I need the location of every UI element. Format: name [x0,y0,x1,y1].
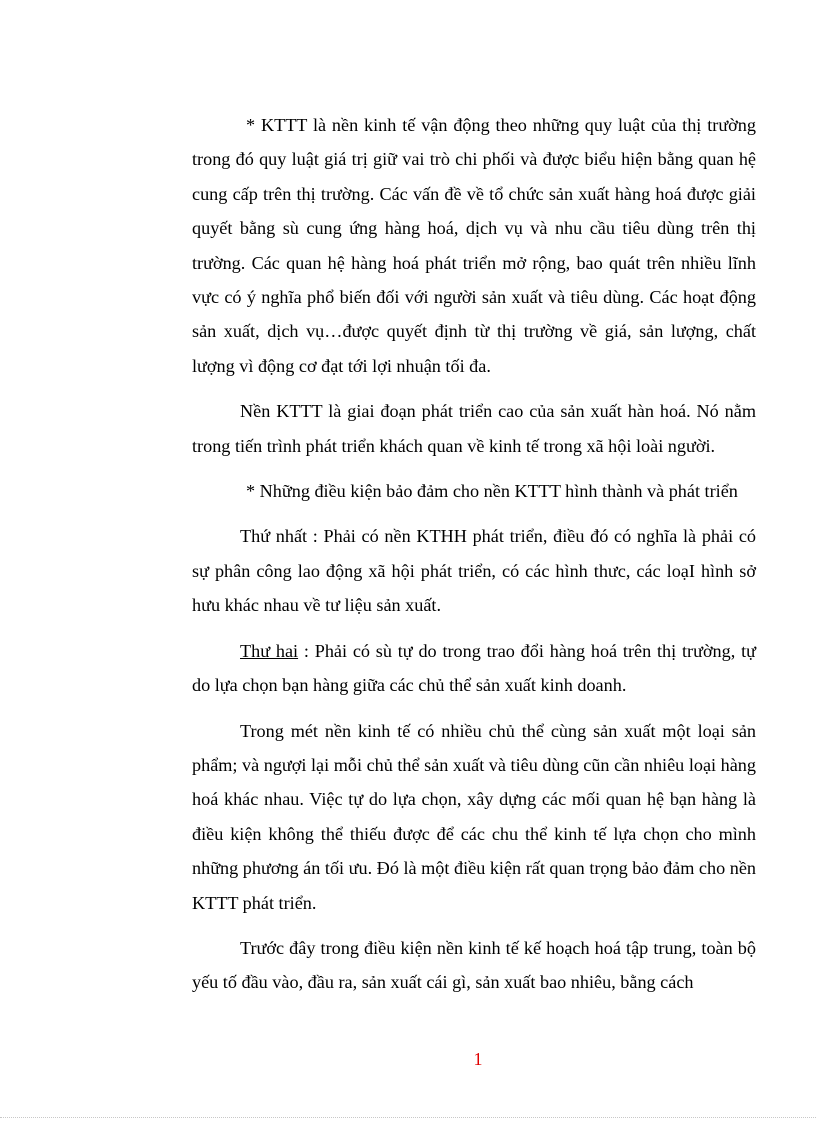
page-bottom-divider [0,1117,816,1118]
document-body [192,108,756,1000]
paragraph-free-choice: Trong mét nền kinh tế có nhiều chủ thể cùng sản xuất một loại sản phẩm; và ngượi lại mỗi chủ thể sản xuất và tiêu dùng cũn cần nhiêu loại hàng hoá khác nhau. Việc tự do lựa chọn, xây dựng các mối quan hệ bạn hàng là điều kiện không thể thiếu được để các chu thể kinh tế lựa chọn cho mình những phương án tối ưu. Đó là một điều kiện rất quan trọng bảo đảm cho nền KTTT phát triển. [192,720,756,913]
page-number: 1 [473,1049,483,1069]
paragraph-market-economy-stage: Nền KTTT là giai đoạn phát triển cao của sản xuất hàn hoá. Nó nằm trong tiến trình phát triển khách quan về kinh tế trong xã hội loài người. [192,401,756,456]
second-condition-text: : Phải có sù tự do trong trao đổi hàng hoá trên thị trường, tự do lựa chọn bạn hàng giữa các chủ thể sản xuất kinh doanh. [192,640,756,696]
paragraph-first-condition: Thứ nhất : Phải có nền KTHH phát triển, điều đó có nghĩa là phải có sự phân công lao động xã hội phát triển, có các hình thưc, các loạI hình sở hưu khác nhau về tư liệu sản xuất. [192,526,756,616]
paragraph-second-condition [192,634,756,703]
paragraph-central-planning: Trước đây trong điều kiện nền kinh tế kế hoạch hoá tập trung, toàn bộ yếu tố đầu vào, đầu ra, sản xuất cái gì, sản xuất bao nhiêu, bằng cách [192,937,756,993]
paragraph-market-economy-definition: * KTTT là nền kinh tế vận động theo những quy luật của thị trường trong đó quy luật giá trị giữ vai trò chi phối và được biểu hiện bằng quan hệ cung cấp trên thị trường. Các vấn đề về tổ chức sản xuất hàng hoá được giải quyết bằng sù cung ứng hàng hoá, dịch vụ và nhu cầu tiêu dùng trên thị trường. Các quan hệ hàng hoá phát triển mở rộng, bao quát trên nhiều lĩnh vực có ý nghĩa phổ biến đối với người sản xuất và tiêu dùng. Các hoạt động sản xuất, dịch vụ…được quyết định từ thị trường về giá, sản lượng, chất lượng vì động cơ đạt tới lợi nhuận tối đa. [192,115,756,376]
second-condition-lead: Thư hai [240,640,299,661]
paragraph-conditions-heading: * Những điều kiện bảo đảm cho nền KTTT hình thành và phát triển [246,481,738,502]
